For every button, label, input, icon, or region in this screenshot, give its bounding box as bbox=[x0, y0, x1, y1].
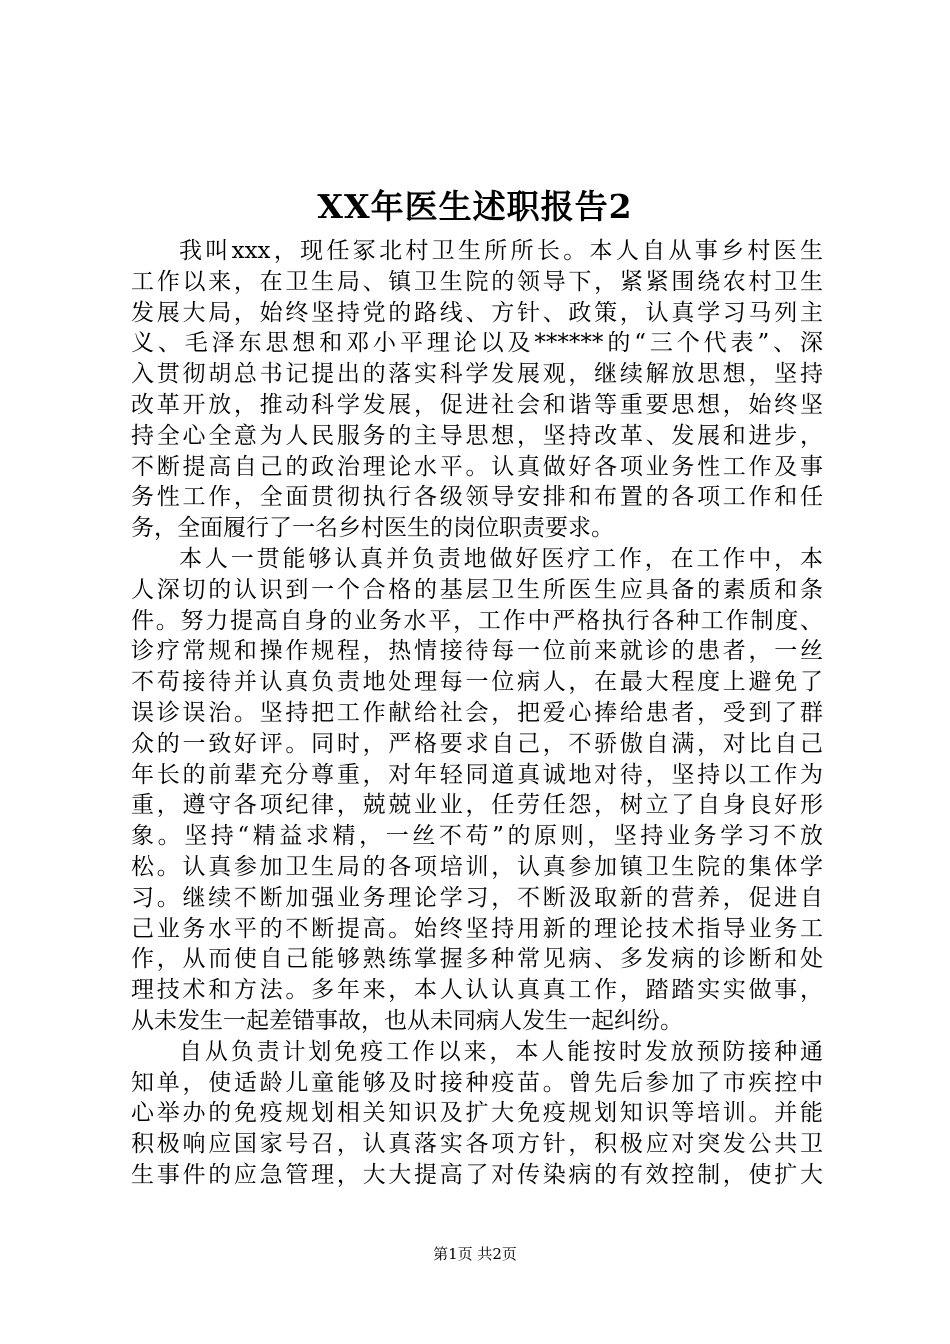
body-line: 己业务水平的不断提高。始终坚持用新的理论技术指导业务工 bbox=[131, 915, 823, 942]
body-line: 松。认真参加卫生局的各项培训，认真参加镇卫生院的集体学 bbox=[131, 853, 823, 880]
body-line: 象。坚持“精益求精，一丝不苟”的原则，坚持业务学习不放 bbox=[131, 823, 823, 850]
body-line: 件。努力提高自身的业务水平，工作中严格执行各种工作制度、 bbox=[131, 607, 823, 634]
body-line: 我叫xxx，现任冢北村卫生所所长。本人自从事乡村医生 bbox=[179, 238, 823, 264]
body-line: 入贯彻胡总书记提出的落实科学发展观，继续解放思想，坚持 bbox=[131, 361, 823, 388]
body-line: 心举办的免疫规划相关知识及扩大免疫规划知识等培训。并能 bbox=[131, 1100, 823, 1127]
body-line: 人深切的认识到一个合格的基层卫生所医生应具备的素质和条 bbox=[131, 576, 823, 603]
body-line: 诊疗常规和操作规程，热情接待每一位前来就诊的患者，一丝 bbox=[131, 638, 823, 665]
body-line: 理技术和方法。多年来，本人认认真真工作，踏踏实实做事， bbox=[131, 977, 823, 1004]
body-line: 作，从而使自己能够熟练掌握多种常见病、多发病的诊断和处 bbox=[131, 946, 823, 973]
body-line: 年长的前辈充分尊重，对年轻同道真诚地对待，坚持以工作为 bbox=[131, 761, 823, 788]
body-line: 工作以来，在卫生局、镇卫生院的领导下，紧紧围绕农村卫生 bbox=[131, 268, 823, 295]
body-line: 持全心全意为人民服务的主导思想，坚持改革、发展和进步， bbox=[131, 422, 823, 449]
body-line: 不断提高自己的政治理论水平。认真做好各项业务性工作及事 bbox=[131, 453, 823, 480]
document-title: XX年医生述职报告2 bbox=[317, 187, 633, 226]
document-body bbox=[131, 236, 823, 1191]
body-line: 务性工作，全面贯彻执行各级领导安排和布置的各项工作和任 bbox=[131, 484, 823, 511]
body-line: 知单，使适龄儿童能够及时接种疫苗。曾先后参加了市疾控中 bbox=[131, 1069, 823, 1096]
body-line: 重，遵守各项纪律，兢兢业业，任劳任怨，树立了自身良好形 bbox=[131, 792, 823, 819]
body-line: 不苟接待并认真负责地处理每一位病人，在最大程度上避免了 bbox=[131, 669, 823, 696]
page-number-footer: 第1页 共2页 bbox=[433, 1245, 517, 1263]
body-line: 本人一贯能够认真并负责地做好医疗工作，在工作中，本 bbox=[179, 545, 823, 572]
body-line: 务，全面履行了一名乡村医生的岗位职责要求。 bbox=[131, 515, 614, 542]
body-line: 习。继续不断加强业务理论学习，不断汲取新的营养，促进自 bbox=[131, 884, 823, 911]
body-line: 误诊误治。坚持把工作献给社会，把爱心捧给患者，受到了群 bbox=[131, 699, 823, 726]
body-line: 生事件的应急管理，大大提高了对传染病的有效控制，使扩大 bbox=[131, 1161, 823, 1188]
body-line: 自从负责计划免疫工作以来，本人能按时发放预防接种通 bbox=[179, 1038, 823, 1065]
body-line: 众的一致好评。同时，严格要求自己，不骄傲自满，对比自己 bbox=[131, 730, 823, 757]
body-line: 从未发生一起差错事故，也从未同病人发生一起纠纷。 bbox=[131, 1007, 683, 1034]
body-line: 义、毛泽东思想和邓小平理论以及******的“三个代表”、深 bbox=[131, 330, 823, 357]
body-line: 发展大局，始终坚持党的路线、方针、政策，认真学习马列主 bbox=[131, 299, 823, 326]
body-line: 改革开放，推动科学发展，促进社会和谐等重要思想，始终坚 bbox=[131, 391, 823, 418]
body-line: 积极响应国家号召，认真落实各项方针，积极应对突发公共卫 bbox=[131, 1131, 823, 1158]
